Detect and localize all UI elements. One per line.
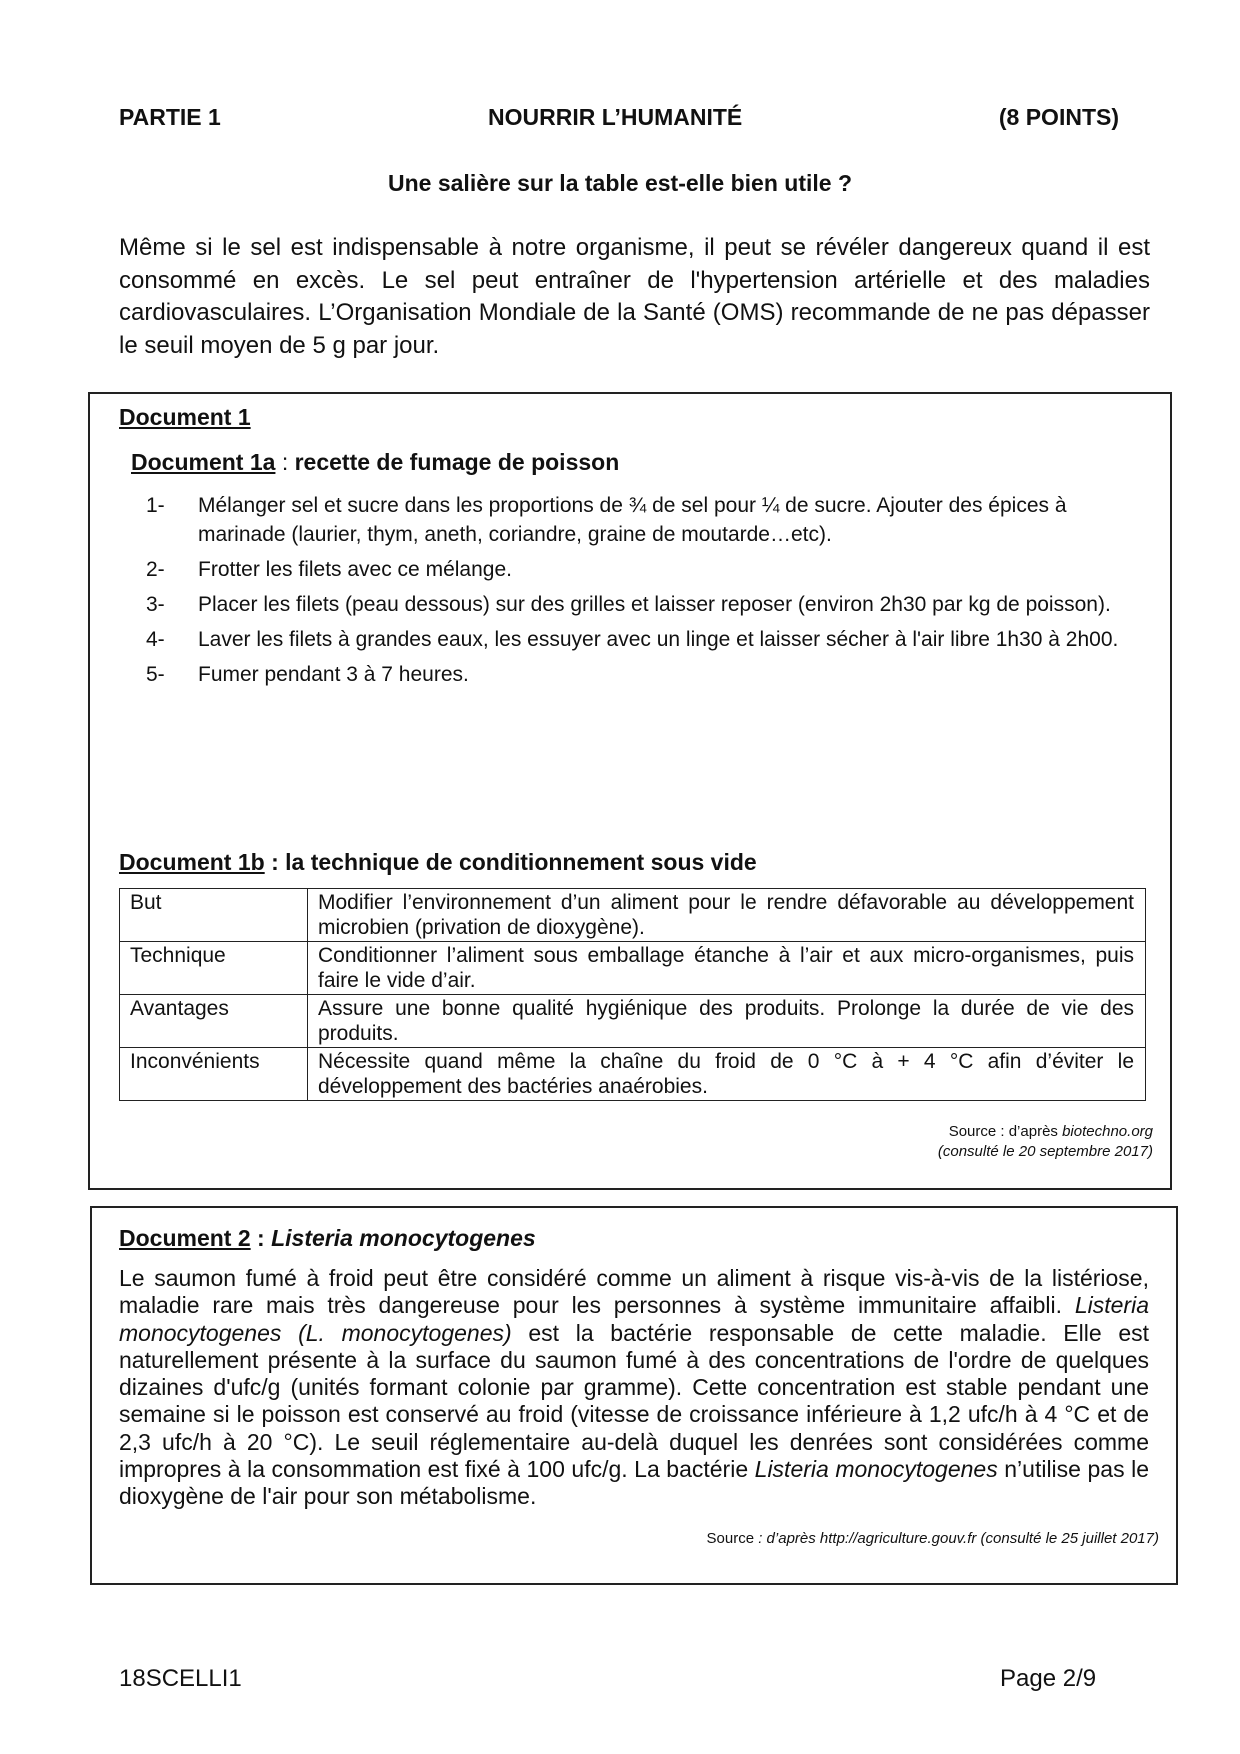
step-text: Frotter les filets avec ce mélange. bbox=[198, 558, 512, 581]
table-value-cell: Conditionner l’aliment sous emballage étanche à l’air et aux micro-organismes, puis faire le vide d’air. bbox=[308, 942, 1146, 995]
vacuum-packing-table bbox=[119, 888, 1146, 1101]
table-value-cell: Modifier l’environnement d’un aliment pour le rendre défavorable au développement microbien (privation de dioxygène). bbox=[308, 889, 1146, 942]
step-text: Mélanger sel et sucre dans les proportions de ¾ de sel pour ¼ de sucre. Ajouter des épices à marinade (laurier, thym, aneth, coriandre, graine de moutarde…etc). bbox=[198, 494, 1067, 546]
table-key-cell: But bbox=[120, 889, 308, 942]
document-2-source bbox=[707, 1530, 1159, 1547]
footer-code: 18SCELLI1 bbox=[119, 1665, 242, 1692]
document-1a-separator: : bbox=[275, 449, 295, 475]
document-1a-text: recette de fumage de poisson bbox=[294, 449, 620, 475]
step-number: 2- bbox=[146, 558, 165, 581]
list-item bbox=[146, 625, 1146, 654]
source-prefix: Source : d’après bbox=[948, 1123, 1063, 1140]
list-item bbox=[146, 660, 1146, 689]
table-value-cell: Nécessite quand même la chaîne du froid de 0 °C à + 4 °C afin d’éviter le développement des bactéries anaérobies. bbox=[308, 1048, 1146, 1101]
step-number: 4- bbox=[146, 628, 165, 651]
source-prefix: Source bbox=[706, 1530, 755, 1547]
table-row bbox=[120, 995, 1146, 1048]
step-number: 3- bbox=[146, 593, 165, 616]
document-2-species: Listeria monocytogenes bbox=[271, 1225, 536, 1251]
document-1b-label: Document 1b bbox=[119, 849, 265, 875]
document-2-title bbox=[119, 1225, 536, 1252]
document-1-box bbox=[88, 392, 1172, 1190]
page-subtitle: Une salière sur la table est-elle bien utile ? bbox=[388, 170, 852, 196]
page-header bbox=[119, 104, 1119, 134]
footer-page: Page 2/9 bbox=[1000, 1665, 1097, 1692]
document-1-title: Document 1 bbox=[119, 404, 251, 430]
list-item bbox=[146, 555, 1146, 584]
step-number: 5- bbox=[146, 663, 165, 686]
theme-title: NOURRIR L’HUMANITÉ bbox=[488, 104, 743, 130]
document-2-box bbox=[90, 1206, 1178, 1585]
source-rest: : d’après http://agriculture.gouv.fr (consulté le 25 juillet 2017) bbox=[754, 1530, 1159, 1547]
list-item bbox=[146, 590, 1146, 619]
list-item bbox=[146, 491, 1146, 549]
document-1a-label: Document 1a bbox=[131, 449, 276, 475]
table-row bbox=[120, 1048, 1146, 1101]
document-2-label: Document 2 bbox=[119, 1225, 251, 1251]
step-text: Fumer pendant 3 à 7 heures. bbox=[198, 663, 469, 686]
text-segment: Le saumon fumé à froid peut être considéré comme un aliment à risque vis-à-vis de la listériose, maladie rare mais très dangereuse pour les personnes à système immunitaire affaibli. bbox=[119, 1265, 1149, 1319]
step-text: Laver les filets à grandes eaux, les essuyer avec un linge et laisser sécher à l'air libre 1h30 à 2h00. bbox=[198, 628, 1119, 651]
document-1a-title bbox=[131, 449, 619, 476]
points-label: (8 POINTS) bbox=[998, 104, 1119, 130]
species-name: Listeria monocytogenes (L. monocytogenes) bbox=[119, 1292, 1149, 1346]
step-number: 1- bbox=[146, 494, 165, 517]
source-date: (consulté le 20 septembre 2017) bbox=[937, 1143, 1153, 1160]
table-value-cell: Assure une bonne qualité hygiénique des produits. Prolonge la durée de vie des produits. bbox=[308, 995, 1146, 1048]
intro-paragraph: Même si le sel est indispensable à notre organisme, il peut se révéler dangereux quand il est consommé en excès. Le sel peut entraîner de l'hypertension artérielle et des maladies cardiovasculaires. L’Organisation Mondiale de la Santé (OMS) recommande de ne pas dépasser le seuil moyen de 5 g par jour. bbox=[119, 234, 1150, 359]
species-name: Listeria monocytogenes bbox=[754, 1456, 998, 1483]
table-row bbox=[120, 889, 1146, 942]
table-key-cell: Technique bbox=[120, 942, 308, 995]
document-2-paragraph bbox=[119, 1265, 1149, 1511]
document-1-source bbox=[938, 1122, 1153, 1162]
document-2-separator: : bbox=[250, 1225, 272, 1251]
source-site: biotechno.org bbox=[1062, 1123, 1153, 1140]
text-segment: est la bactérie responsable de cette maladie. Elle est naturellement présente à la surface du saumon fumé à des concentrations de l'ordre de quelques dizaines d'ufc/g (unités formant colonie par gramme). Cette concentration est stable pendant une semaine si le poisson est conservé au froid (vitesse de croissance inférieure à 1,2 ufc/h à 4 °C et de 2,3 ufc/h à 20 °C). Le seuil réglementaire au-delà duquel les denrées sont considérées comme impropres à la consommation est fixé à 100 ufc/g. La bactérie bbox=[119, 1319, 1149, 1483]
table-row bbox=[120, 942, 1146, 995]
table-key-cell: Inconvénients bbox=[120, 1048, 308, 1101]
document-1b-title bbox=[119, 849, 757, 876]
step-text: Placer les filets (peau dessous) sur des grilles et laisser reposer (environ 2h30 par kg de poisson). bbox=[198, 593, 1111, 616]
text-segment: n’utilise pas le dioxygène de l'air pour son métabolisme. bbox=[119, 1456, 1149, 1510]
table-key-cell: Avantages bbox=[120, 995, 308, 1048]
part-label: PARTIE 1 bbox=[119, 104, 221, 130]
recipe-steps bbox=[146, 491, 1146, 695]
document-1b-text: : la technique de conditionnement sous vide bbox=[264, 849, 757, 875]
